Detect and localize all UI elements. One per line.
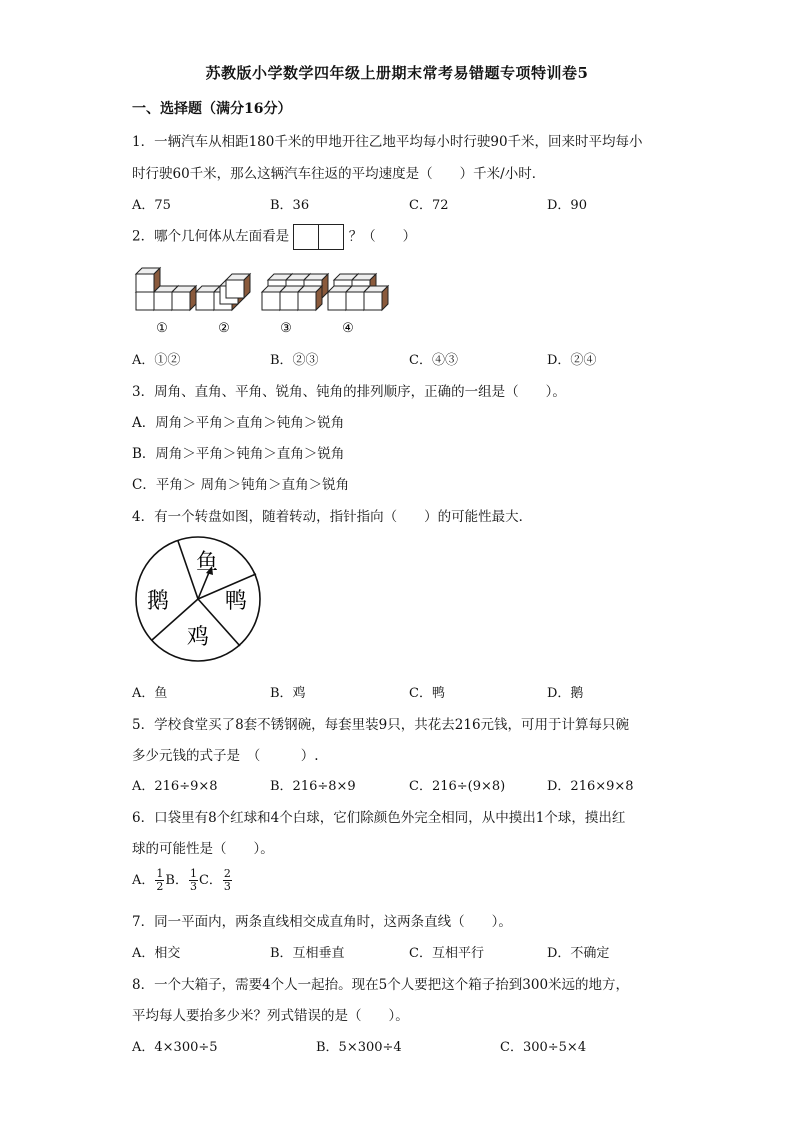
- q6-option-c[interactable]: C．: [198, 873, 222, 888]
- q5-line2: 多少元钱的式子是 （ ）.: [132, 748, 319, 764]
- q4-option-a[interactable]: A．鱼: [132, 686, 168, 701]
- q7-option-a[interactable]: A．相交: [132, 946, 181, 961]
- figure-label-3: ③: [280, 321, 292, 336]
- q7-option-b[interactable]: B．互相垂直: [270, 946, 345, 961]
- spinner-label-chicken: 鸡: [186, 625, 210, 650]
- q6-frac-a: $\frac{1}{2}$: [156, 867, 164, 893]
- q5-option-d[interactable]: D．216×9×8: [547, 779, 634, 794]
- q1-line2: 时行驶60千米，那么这辆汽车往返的平均速度是（ ）千米/小时．: [132, 166, 546, 182]
- q1-line1: 1．一辆汽车从相距180千米的甲地开往乙地平均每小时行驶90千米，回来时平均每小: [132, 134, 643, 150]
- q2-left-view-figure: [293, 224, 344, 250]
- q2-option-a[interactable]: A．①②: [132, 353, 181, 368]
- page-title: 苏教版小学数学四年级上册期末常考易错题专项特训卷5: [205, 64, 589, 82]
- q5-option-a[interactable]: A．216÷9×8: [132, 779, 218, 794]
- figure-label-2: ②: [218, 321, 230, 336]
- q2-text-before: 2．哪个几何体从左面看是: [132, 228, 290, 245]
- spinner-label-fish: 鱼: [195, 550, 219, 575]
- section-title: 一、选择题（满分16分）: [132, 101, 292, 117]
- q1-option-d[interactable]: D．90: [547, 198, 587, 213]
- q8-option-a[interactable]: A．4×300÷5: [132, 1040, 218, 1055]
- q8-line1: 8．一个大箱子，需要4个人一起抬。现在5个人要把这个箱子抬到300米远的地方，: [132, 977, 630, 993]
- q8-option-b[interactable]: B．5×300÷4: [316, 1040, 402, 1055]
- q3-option-c[interactable]: C．平角＞ 周角＞钝角＞直角＞锐角: [132, 477, 350, 493]
- figure-label-4: ④: [342, 321, 354, 336]
- q7-option-c[interactable]: C．互相平行: [409, 946, 484, 961]
- figure-2: [196, 274, 250, 310]
- q8-line2: 平均每人要抬多少米？列式错误的是（ ）。: [132, 1008, 409, 1024]
- q4-option-c[interactable]: C．鸭: [409, 686, 445, 701]
- q6-frac-c: $\frac{2}{3}$: [223, 867, 231, 893]
- q2-cube-figures: [132, 260, 392, 340]
- spinner-label-duck: 鸭: [224, 589, 248, 614]
- q7-option-d[interactable]: D．不确定: [547, 946, 610, 961]
- q2-option-c[interactable]: C．④③: [409, 353, 458, 368]
- q2-option-d[interactable]: D．②④: [547, 353, 597, 368]
- q4-option-b[interactable]: B．鸡: [270, 686, 306, 701]
- q3-line1: 3．周角、直角、平角、锐角、钝角的排列顺序，正确的一组是（ ）。: [132, 384, 566, 400]
- q6-option-b[interactable]: B．: [165, 873, 188, 888]
- q5-line1: 5．学校食堂买了8套不锈钢碗，每套里装9只，共花去216元钱，可用于计算每只碗: [132, 717, 630, 733]
- q6-frac-b: $\frac{1}{3}$: [189, 867, 197, 893]
- spinner-label-goose: 鹅: [146, 589, 170, 614]
- q1-option-b[interactable]: B．36: [270, 198, 310, 213]
- figure-4: [328, 274, 388, 310]
- q5-option-c[interactable]: C．216÷(9×8): [409, 779, 506, 794]
- q6-line2: 球的可能性是（ ）。: [132, 841, 274, 857]
- figure-3: [262, 274, 328, 310]
- q6-options: [132, 868, 233, 893]
- q1-option-a[interactable]: A．75: [132, 198, 171, 213]
- q4-option-d[interactable]: D．鹅: [547, 686, 584, 701]
- q2-line1: [132, 224, 416, 250]
- q2-text-after: ？（ ）: [348, 228, 417, 245]
- q4-spinner: [132, 536, 268, 666]
- q6-line1: 6．口袋里有8个红球和4个白球，它们除颜色外完全相同，从中摸出1个球，摸出红: [132, 810, 626, 826]
- q3-option-b[interactable]: B．周角＞平角＞钝角＞直角＞锐角: [132, 446, 345, 462]
- q2-option-b[interactable]: B．②③: [270, 353, 319, 368]
- figure-label-1: ①: [156, 321, 168, 336]
- q6-option-a[interactable]: A．: [132, 873, 155, 888]
- q1-option-c[interactable]: C．72: [409, 198, 449, 213]
- figure-1: [136, 268, 196, 310]
- q4-line1: 4．有一个转盘如图，随着转动，指针指向（ ）的可能性最大．: [132, 509, 533, 525]
- q8-option-c[interactable]: C．300÷5×4: [500, 1040, 587, 1055]
- q7-line1: 7．同一平面内，两条直线相交成直角时，这两条直线（ ）。: [132, 914, 512, 930]
- q3-option-a[interactable]: A．周角＞平角＞直角＞钝角＞锐角: [132, 415, 345, 431]
- q5-option-b[interactable]: B．216÷8×9: [270, 779, 356, 794]
